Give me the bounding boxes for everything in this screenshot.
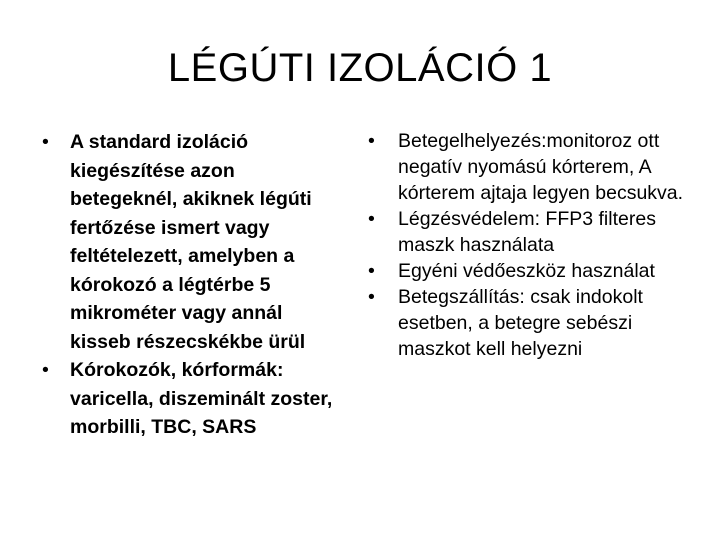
left-bullet-item-2 — [36, 356, 342, 442]
bullet-text: Kórokozók, kórformák: varicella, diszeminált zoster, morbilli, TBC, SARS — [70, 359, 333, 438]
right-bullet-item-3 — [362, 258, 692, 284]
left-bullet-item-1 — [36, 128, 342, 356]
bullet-icon: • — [368, 130, 375, 152]
bullet-icon: • — [368, 286, 375, 308]
bullet-text: Légzésvédelem: FFP3 filteres maszk használata — [398, 208, 656, 256]
right-bullet-list — [362, 128, 692, 362]
right-bullet-item-1 — [362, 128, 692, 206]
right-bullet-item-4 — [362, 284, 692, 362]
bullet-icon: • — [368, 260, 375, 282]
right-bullet-item-2 — [362, 206, 692, 258]
left-bullet-list — [36, 128, 342, 442]
bullet-text: Betegelhelyezés:monitoroz ott negatív nyomású kórterem, A kórterem ajtaja legyen becsukva. — [398, 130, 684, 204]
bullet-icon: • — [42, 359, 49, 381]
bullet-text: A standard izoláció kiegészítése azon betegeknél, akiknek légúti fertőzése ismert vagy feltételezett, amelyben a kórokozó a légtérbe 5 mikrométer vagy annál kisseb részecskékbe ürül — [70, 131, 312, 353]
bullet-icon: • — [42, 131, 49, 153]
bullet-icon: • — [368, 208, 375, 230]
bullet-text: Betegszállítás: csak indokolt esetben, a betegre sebészi maszkot kell helyezni — [398, 286, 643, 360]
bullet-text: Egyéni védőeszköz használat — [398, 260, 655, 282]
slide-title: LÉGÚTI IZOLÁCIÓ 1 — [167, 46, 553, 90]
